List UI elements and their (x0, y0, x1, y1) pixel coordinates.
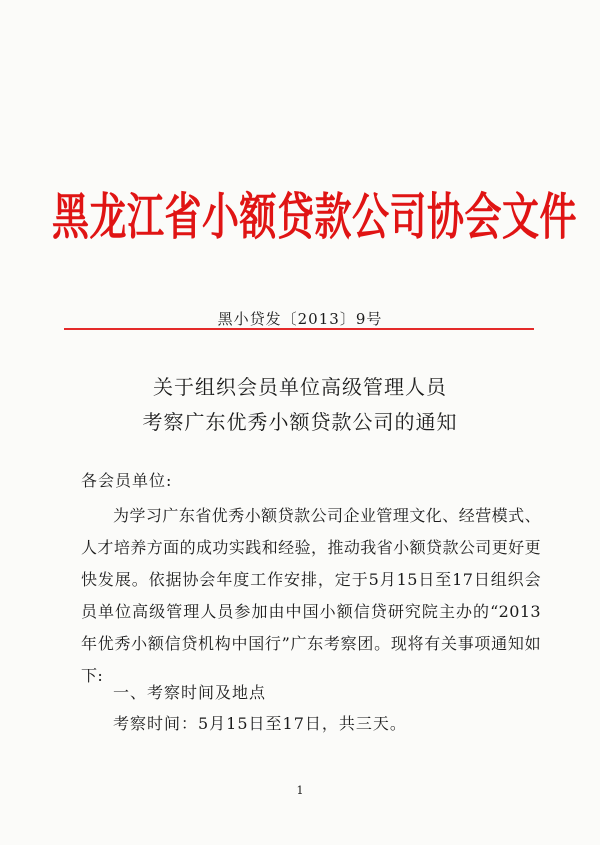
notice-title-line-2: 考察广东优秀小额贷款公司的通知 (142, 410, 458, 434)
notice-title-line-1: 关于组织会员单位高级管理人员 (153, 375, 447, 399)
page-number: 1 (296, 784, 304, 797)
body-paragraph: 为学习广东省优秀小额贷款公司企业管理文化、经营模式、人才培养方面的成功实践和经验，推动我省小额贷款公司更好更快发展。依据协会年度工作安排，定于5月15日至17日组织会员单位高级管理人员参加由中国小额信贷研究院主办的“2013年优秀小额信贷机构中国行”广东考察团。现将有关事项通知如下: (81, 506, 541, 685)
red-divider-line (64, 328, 534, 330)
salutation: 各会员单位: (81, 471, 173, 490)
section-heading: 一、考察时间及地点 (113, 683, 267, 702)
inspection-time-line: 考察时间：5月15日至17日，共三天。 (113, 714, 407, 733)
organization-header: 黑龙江省小额贷款公司协会文件 (52, 188, 577, 247)
document-number: 黑小贷发〔2013〕9号 (217, 310, 383, 328)
